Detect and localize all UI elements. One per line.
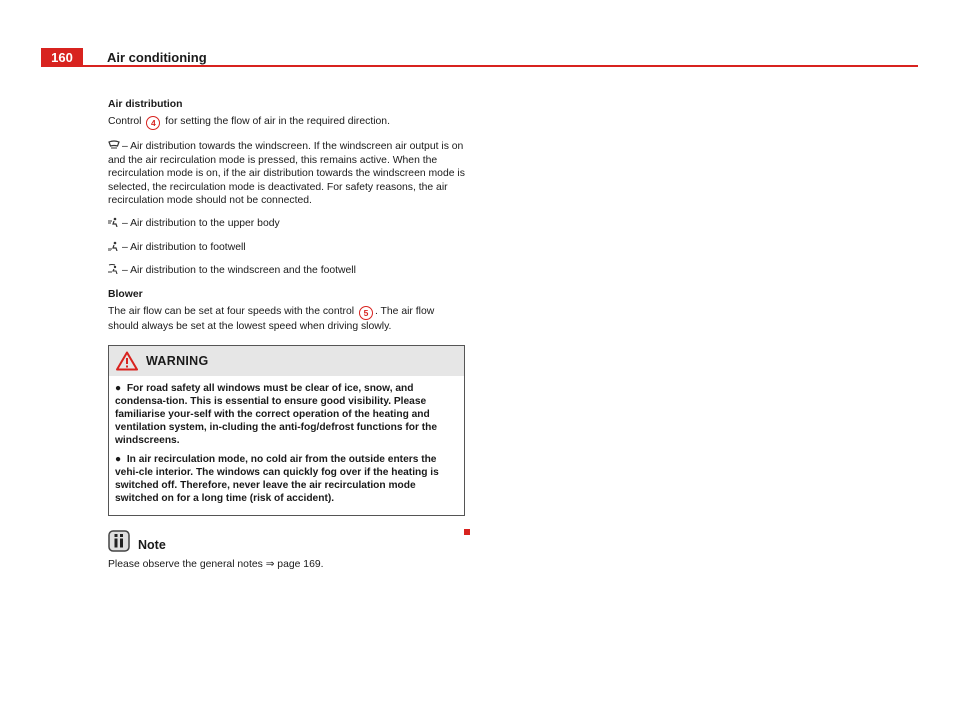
header-divider [83, 65, 918, 67]
note-header [108, 530, 465, 552]
air-distribution-intro [108, 115, 465, 130]
warning-header [109, 346, 464, 376]
info-icon [108, 530, 130, 552]
air-distribution-item-footwell [108, 241, 465, 254]
blower-text [108, 305, 465, 333]
blower-text-post: . The air flow should always be set at the lowest speed when driving slowly. [108, 306, 435, 333]
air-distribution-item-windscreen [108, 140, 465, 207]
note-text: Please observe the general notes ⇒ page 169. [108, 559, 324, 571]
blower-text-pre: The air flow can be set at four speeds with the control [108, 306, 355, 318]
control-5-badge: 5 [359, 306, 373, 320]
upper-body-icon [108, 217, 120, 227]
intro-post: for setting the flow of air in the required direction. [165, 116, 390, 128]
warning-triangle-icon [116, 351, 138, 371]
warning-item-text: For road safety all windows must be clear of ice, snow, and condensa-tion. This is essential to ensure good visibility. Please familiarise your-self with the correct operation of the heating and ventilation system, in-cluding the anti-fog/defrost functions for the windscreens. [115, 383, 438, 447]
windscreen-icon [108, 140, 120, 150]
item-text: – Air distribution to footwell [122, 241, 246, 253]
warning-body [109, 376, 464, 515]
warning-item: ● In air recirculation mode, no cold air from the outside enters the vehi-cle interior. The windows can quickly fog over if the heating is switched off. Therefore, never leave the air recirculation mode switched on for a long time (risk of accident). [115, 454, 439, 505]
air-distribution-item-upper-body [108, 217, 465, 230]
control-4-badge: 4 [146, 116, 160, 130]
warning-box [108, 345, 465, 516]
blower-heading: Blower [108, 288, 143, 300]
note-title: Note [138, 537, 166, 552]
footwell-icon [108, 241, 120, 251]
section-end-marker [464, 529, 470, 535]
warning-title: WARNING [146, 353, 209, 368]
main-content [108, 98, 465, 572]
page-number: 160 [41, 48, 83, 67]
intro-pre: Control [108, 116, 142, 128]
item-text: – Air distribution to the windscreen and the footwell [122, 265, 356, 277]
page-title: Air conditioning [107, 50, 207, 65]
windscreen-footwell-icon [108, 264, 120, 274]
warning-item-text: In air recirculation mode, no cold air from the outside enters the vehi-cle interior. The windows can quickly fog over if the heating is switched off. Therefore, never leave the air recirculation mode switched on for a long time (risk of accident). [115, 454, 439, 505]
air-distribution-item-windscreen-footwell [108, 264, 465, 277]
item-text: – Air distribution towards the windscreen. If the windscreen air output is on and the air recirculation mode is pressed, this remains active. When the recirculation mode is on, if the air distribution towards the windscreen mode is selected, the recirculation mode is deactivated. For safety reasons, the air recirculation mode should not be connected. [108, 141, 465, 207]
air-distribution-heading: Air distribution [108, 99, 183, 110]
item-text: – Air distribution to the upper body [122, 218, 280, 230]
warning-item: ● For road safety all windows must be clear of ice, snow, and condensa-tion. This is essential to ensure good visibility. Please familiarise your-self with the correct operation of the heating and ventilation system, in-cluding the anti-fog/defrost functions for the windscreens. [115, 383, 438, 447]
